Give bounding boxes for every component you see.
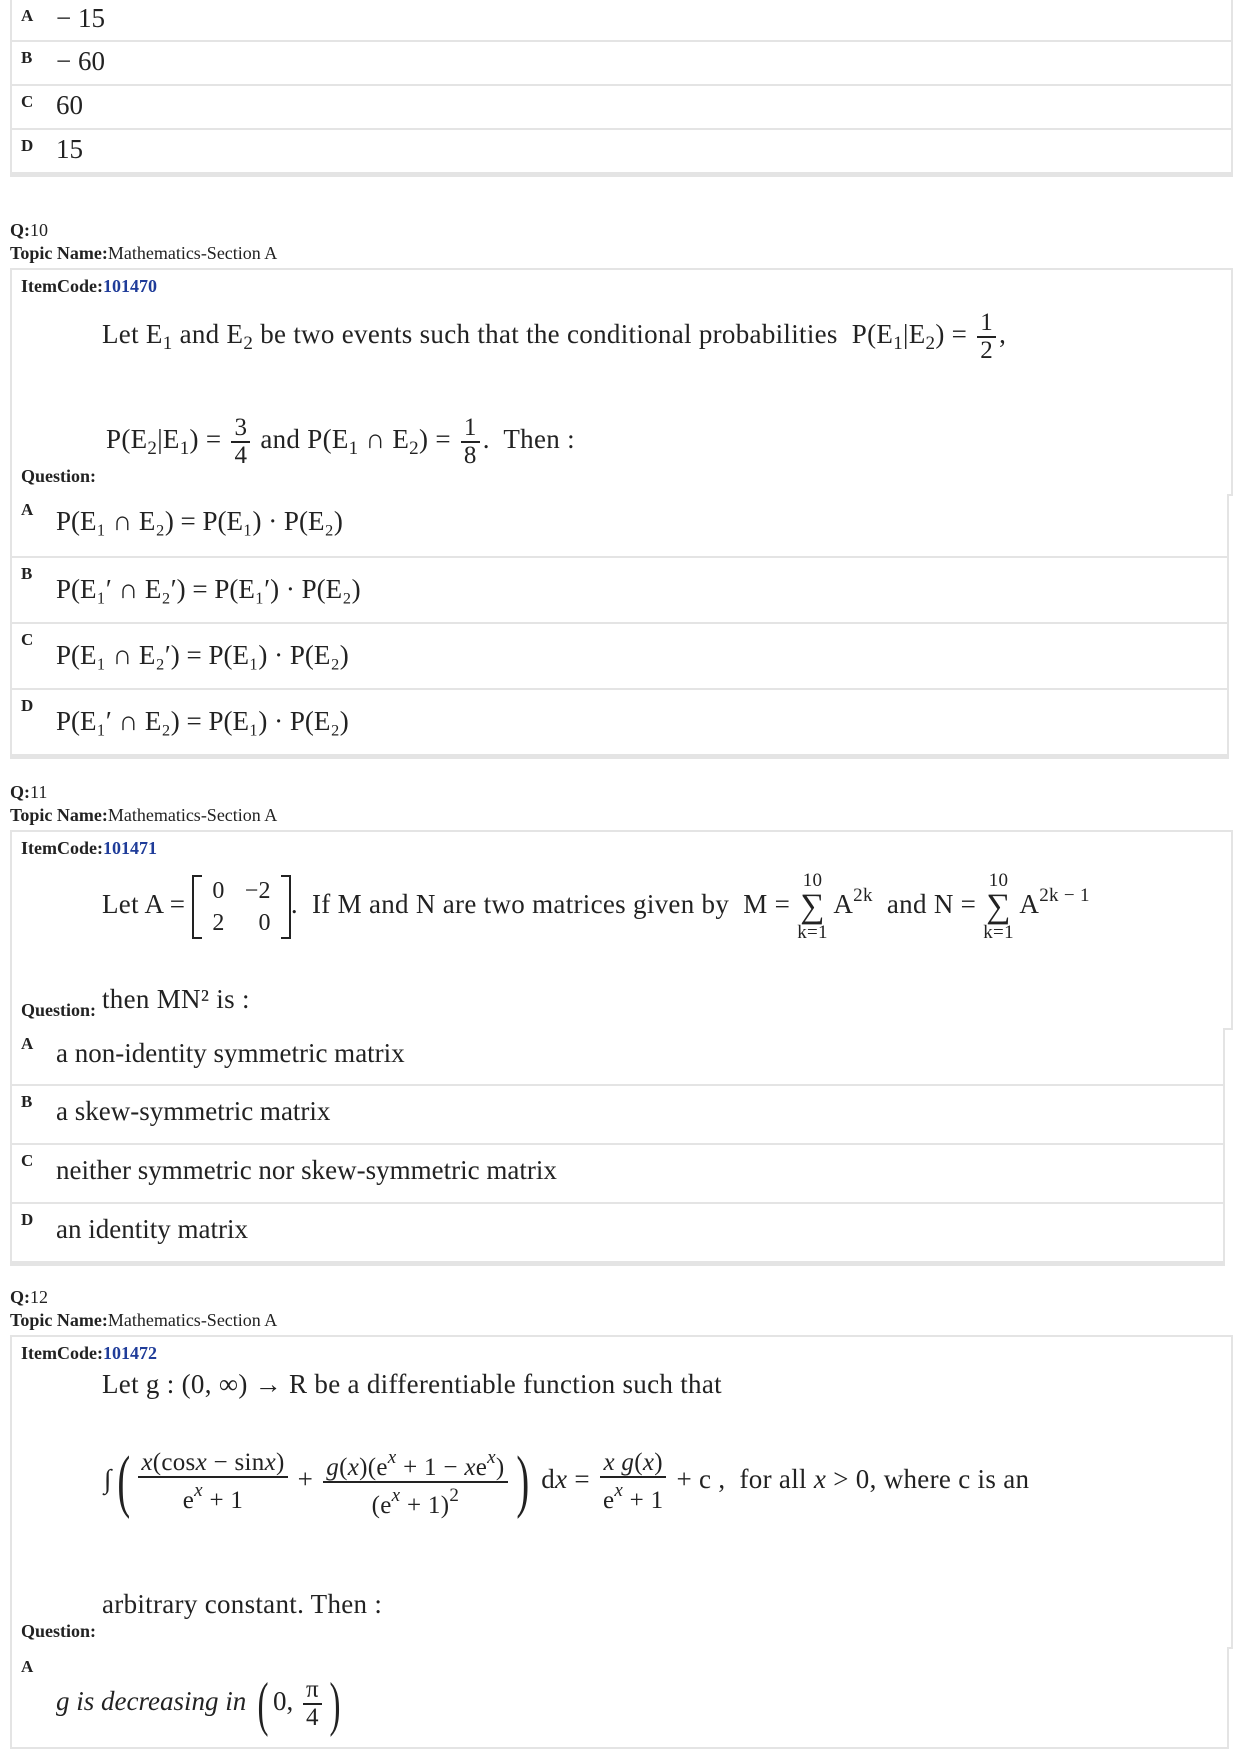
- question-stem-line2: $P(E_2|E_1)$ = $\frac{3}{4}$ and $P(E_1$ ∩ $E_2$) = $\frac{1}{8}$ . Then :: [106, 414, 575, 469]
- option-text: a non-identity symmetric matrix: [56, 1038, 405, 1068]
- option-a[interactable]: [10, 1647, 1229, 1749]
- itemcode: ItemCode:101471: [21, 838, 157, 858]
- option-text: P(E₁′ ∩ E₂′) = P(E₁′) · P(E₂): [56, 574, 361, 604]
- topic-name: Mathematics-Section A: [107, 1310, 278, 1330]
- question-box: [10, 830, 1233, 1030]
- option-text: P(E₁′ ∩ E₂) = P(E₁) · P(E₂): [56, 706, 349, 736]
- option-a[interactable]: [10, 1028, 1225, 1086]
- topic-prefix: Topic Name:: [10, 1310, 108, 1330]
- option-c[interactable]: [10, 624, 1229, 690]
- question-header: [10, 781, 277, 827]
- question-box: [10, 268, 1233, 496]
- option-text: 60: [56, 90, 83, 120]
- option-text: a skew-symmetric matrix: [56, 1096, 331, 1126]
- option-text: neither symmetric nor skew-symmetric matrix: [56, 1155, 557, 1185]
- option-text: − 60: [56, 46, 105, 76]
- option-text: − 15: [56, 3, 105, 33]
- q12-options: [10, 1647, 1229, 1749]
- question-stem-line1: Let A = 0 −2 2 0 . If M and N are two matrices given by M = 10 ∑ k=1 $A^{2k}$ and N = 10 ∑ k=1 $A^{2k - 1}$: [102, 870, 1090, 943]
- topic-name: Mathematics-Section A: [107, 243, 278, 263]
- option-b[interactable]: [10, 558, 1229, 624]
- option-a[interactable]: [10, 0, 1233, 42]
- option-letter: D: [21, 696, 34, 715]
- question-stem-tail: then MN² is :: [102, 984, 250, 1014]
- option-text: P(E₁ ∩ E₂) = P(E₁) · P(E₂): [56, 506, 343, 536]
- option-c[interactable]: [10, 1145, 1225, 1204]
- option-text: 15: [56, 134, 83, 164]
- q-prefix: Q:: [10, 220, 30, 240]
- option-letter: A: [21, 500, 34, 519]
- question-stem-tail: arbitrary constant. Then :: [102, 1589, 383, 1619]
- question-header: [10, 219, 277, 265]
- option-c[interactable]: [10, 86, 1233, 130]
- option-letter: B: [21, 564, 33, 583]
- itemcode-value: 101472: [102, 1343, 157, 1363]
- question-header: [10, 1286, 277, 1332]
- question-label: Question:: [21, 1621, 97, 1641]
- option-d[interactable]: [10, 690, 1229, 759]
- option-letter: C: [21, 1151, 34, 1170]
- option-text: an identity matrix: [56, 1214, 248, 1244]
- itemcode: ItemCode:101470: [21, 276, 157, 296]
- itemcode-value: 101470: [102, 276, 157, 296]
- option-letter: A: [21, 6, 34, 25]
- option-d[interactable]: [10, 1204, 1225, 1266]
- topic-prefix: Topic Name:: [10, 243, 108, 263]
- option-text: g is decreasing in ( 0, $\frac{\pi}{4}$ ): [56, 1671, 341, 1737]
- topic-prefix: Topic Name:: [10, 805, 108, 825]
- topic-name: Mathematics-Section A: [107, 805, 278, 825]
- question-label: Question:: [21, 466, 97, 486]
- option-d[interactable]: [10, 130, 1233, 177]
- option-letter: C: [21, 92, 34, 111]
- q-prefix: Q:: [10, 1287, 30, 1307]
- option-text-value: g is decreasing in: [56, 1686, 247, 1717]
- question-integral: ∫( $\frac{x(\cos x - \sin x)}{e^x + 1}$ + $\frac{g(x)(e^x + 1 - xe^x)}{(e^x + 1)^2}$ ) dx = $\frac{\text{x g(x)}}{e^x + 1}$ + c , for all x > 0, where c is an: [104, 1443, 1030, 1520]
- q-prefix: Q:: [10, 782, 30, 802]
- option-letter: D: [21, 136, 34, 155]
- matrix-a: 0 −2 2 0: [192, 875, 290, 939]
- question-label: Question:: [21, 1000, 97, 1020]
- option-a[interactable]: [10, 494, 1229, 558]
- question-stem-line1: Let $E_1$ and $E_2$ be two events such that the conditional probabilities $P(E_1|E_2)$ = $\frac{1}{2}$ ,: [102, 309, 1007, 364]
- itemcode-value: 101471: [102, 838, 157, 858]
- option-letter: B: [21, 1092, 33, 1111]
- option-letter: B: [21, 48, 33, 67]
- prev-options: [10, 0, 1233, 177]
- question-number: 10: [30, 220, 48, 240]
- question-box: [10, 1335, 1233, 1649]
- q10-options: [10, 494, 1229, 759]
- option-letter: C: [21, 630, 34, 649]
- option-letter: A: [21, 1657, 34, 1676]
- option-b[interactable]: [10, 1086, 1225, 1145]
- q11-options: [10, 1028, 1225, 1266]
- option-letter: A: [21, 1034, 34, 1053]
- option-b[interactable]: [10, 42, 1233, 86]
- question-number: 11: [30, 782, 48, 802]
- question-stem-line1: Let g : (0, ∞) → R be a differentiable function such that: [102, 1369, 722, 1399]
- itemcode: ItemCode:101472: [21, 1343, 157, 1363]
- question-number: 12: [30, 1287, 48, 1307]
- option-text: P(E₁ ∩ E₂′) = P(E₁) · P(E₂): [56, 640, 349, 670]
- option-letter: D: [21, 1210, 34, 1229]
